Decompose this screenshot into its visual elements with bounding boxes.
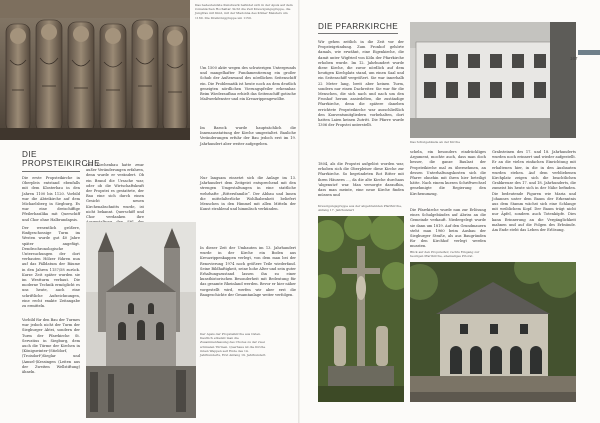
right-col1-para1: Wir gehen zeitlich in die Zeit vor der Propsteigründung. Zum Fronhof gehörte damals, wie erwähnt, eine Eigenkirche, die damit unter Wigfried von Köln der Pfarrkirche erhoben wurde. Im 12. Jahrhundert wurde diese Kirche, die zuvor nördlich auf dem heutigen Kirchplatz stand, um einen Saal und ein Seitenschiff vergrößert. Sie war innerhalb 22 Meter lang, breit aber keinen Turm, sondern nur einen Dachreiter. Sie war für die Menschen, die sich nach und nach um den Fronhof herum ansiedelten, die zuständige Pfarrkirche, denn die spätere daneben errichtete Propsteikirche war ausschließlich den Konventsmitgliedern vorbehalten, dort hatten Laien keinen Zutritt. Die Pfarre wurde 1306 der Propstei unterstellt. [318,40,404,128]
propsteihof-photo [410,262,576,402]
left-col1-para3: Vorbild für den Bau der Turmes war jedoch nicht der Turm der Siegburger Abtei, sondern der Turm der Pfarrkirche St. Servatius in Siegburg, dem auch die Türme der Kirchen in (Königswinter-)Stieldorf, (Troisdorf-)Sieglar und (Amsel-)Kessingen (Leiten aus der Zweiten Wellstiftung) ähneln. [22,318,80,375]
right-col2-para2: Die Pfarrkirche wurde nun zur Erlösung eines Schulgebäudes auf Abriss an die Gemeinde verkauft. Niedergelegt wurde sie dann um 1819. Auf den Grundmauern steht man 1960 beim Ausbau der Siegburger Straße, als aus Baugründen für den Kirchhof verlegt werden mussten. [410,208,486,249]
crucifixion-photo [318,216,404,402]
crucifixion-caption: Kreuzigungsgruppe aus der abgebrannten Pfarrkirche, Anfang 17. Jahrhundert [318,204,402,213]
church-caption: Der Apsis der Propsteikirche aus Osten. Deutlich erkennt man die Zusammenfassung des Chores zu der zwei schmalen Türmen. Querhaus ist die Kirche innen Wappen seit Ende des 14. Jahrhunderts, Erst Anfang 19. Jahrhundert. [200,332,267,358]
crucifixion-image [318,216,404,402]
schoolhouse-caption: Das Schulgebäude an der Kirche [410,140,461,144]
schoolhouse-photo [410,22,576,138]
right-page [300,0,600,423]
church-image [86,222,196,418]
left-col3-para1: Um 1500 aktiv wegen des schwierigen Untergrunds und mangelhafter Fundamentierung ein großer Schub der Außenwand des nördlichen Seitenschiff ein. Die Problematik ist heute noch an dem deutlich geneigten nördlichen Vierungspfeiler erkennbar. Beim Wiederaufbau erhielt das Seitenschiff gotische Maßwerkfenster und ein Kreuzrippengewölbe. [200,66,296,102]
page-number: 167 [570,56,578,61]
schoolhouse-image [410,22,576,138]
left-col3-para4: In dieser Zeit der Umbauten im 13. Jahrhundert wurde in der Kirche ein Boden aus Kreuzrippenkappen verlegt, von dem man bei der Renovierung 1974 noch größere Teile wiederfand. Seine Bildhaftigkeit, seine hohe Alter und sein guter Erhaltungszustand lassen ihn zu einer kunsthistorischen Besonderheit mit Bedeutung für das gesamte Rheinland werden. Bevor er hier näher vorgestellt wird, werfen wir aber erst die Baugeschichte der Gesamtanlage weiter verfolgen. [200,246,296,297]
propsteihof-image [410,262,576,402]
sculpture-image [0,0,190,140]
left-heading-rule [22,171,80,172]
left-col1-para2: Der wesentlich größere, fünfgeschossige Turm im Westen wurde gut 40 Jahre später angefügt. Dendrochronologische Untersuchungen der dort verbauten Hölzer führen nun auf das Fälldatum der Bäume in den Jahren 1157/58 zurück. Kurze Zeit später wurden sie im Westturm verbaut. Die moderne Technik ermöglicht es uns heute, auch eine schriftliche Aufzeichnungen, eine recht exakte Zeitangabe zu ermitteln. [22,226,80,309]
right-heading: DIE PFARRKIRCHE [318,22,399,31]
left-col1-para1: Die erste Propsteikirche in Oberpleis entstand ebenfalls mit dem Klosterbau in den Jahren 1100 bis 1120. Vorbild war die Abteikirche auf dem Michaelsberg in Siegburg. Es war eine dreischiffige Pfeilerbasilika mit Querschiff und Chor ohne Halbrundapsis. [22,176,80,222]
sculpture-photo [0,0,190,140]
right-col3-para1: Grabsteinen des 17. und 18. Jahrhunderts wurden noch erinnert und wieder aufgestellt. Er an die vielen einfachen Einrichtung mit erhaltenen hier, in die in den Ausbauten wurden stehen. Auf dem verbliebenen Kirchplatz zeigen sich die beachtlichen Grabkreuze des 17. und 18. Jahrhunderts, die zumeist bis heute sich in der Nähe befinden. Die bedeutende Figuren wie Maria und Johannes unter dem Baum der Erkenntnis aus dem Stamm wächst sich eine Schlange mit weiblichem Kopf. Der Baum trägt nicht nur Äpfel, sondern auch Totenköpfe. Dies kann Erinnerung an die Vergänglichkeit mahnen und auf die Folgen des Erbsünde. Am Ende steht das Leben der Erlösung. [492,150,576,233]
left-col2-para1: Der Kirchenbau hatte zwar außer Veränderungen erfahren, denn wurde er verändert. Ob ein Brand die Ursache war, oder ob die Wirtschaftskraft der Propstei es gestattete, der Bau eine sich durch einen Gesicht neuen Kirchenabschnitts wurde, ist nicht bekannt. Querschiff und Chor verdanken ihre [86,163,145,220]
right-col2-para1: scheln, ein besonders eindrückliges Argument, mochte auch, dass man doch besser, die ganze Baulast der Propsteikirche mal zu übernehmen, an dessen Unterhaltungskosten sich die Pfarre ohnehin mit ihren hier beteiligt hätte. Nach einem kurzen Schriftwechsel genehmigte die Regierung den Kirchenumzug. [410,150,486,196]
church-photo [86,222,196,418]
left-col3-para3: Nur langsam einsetzt sich die Anlage im 13. Jahrhundert dem Zeitgeist entsprechend mit den strengen Umgestaltungen in eine stattliche wehrhafte „Rittersfamilie“. Der Abbau und Innen die mittelalterliche Wohlhabenheit beliefert Menschen in den Himmel mit allen Mitteln der Kunst strahlend und himmlisch verkünden. [200,176,296,212]
right-heading-rule [318,33,398,34]
page-color-tab [578,50,600,55]
left-col3-para2: Im Barock wurde hauptsächlich die Innenausstattung der Kirche umgestaltet. Bauliche Veränderungen erfuhr der Bau jedoch erst im 19. Jahrhundert aber weiter aufgegeben. [200,126,296,146]
propsteihof-caption: Blick auf den Propsteihof, rechts Eingang zur heutigen Pfarrkirche, ehemaliges Priorat. [410,250,480,259]
sculpture-caption: Das bedeutendste Kunstwerk befindet sich in der Apsis auf dem romanischen Hochaltar. Sicht die Zeit Kreuzigungsgruppe, die Jungfrau mit Kind, mit der Madonna des Kölner Meisters um 1160. Die Dreiköniggruppe um 1150. [195,3,293,20]
right-col1-para2: 1804, als die Propstei aufgelöst worden war, erhoben sich die Oberpleiser diese Kirche zur Pfarrkirche. So begründeten Rot Ritter mit ihren Häusern ..., da die alte Kirche durchaus 'abgenutzt' war. Man versorgte daraufhin, dass man meinte, eine neue Kirche finden müssen und [318,162,404,198]
left-heading-line1: DIE [22,150,37,159]
left-heading-line2: PROPSTEIKIRCHE [22,159,100,168]
